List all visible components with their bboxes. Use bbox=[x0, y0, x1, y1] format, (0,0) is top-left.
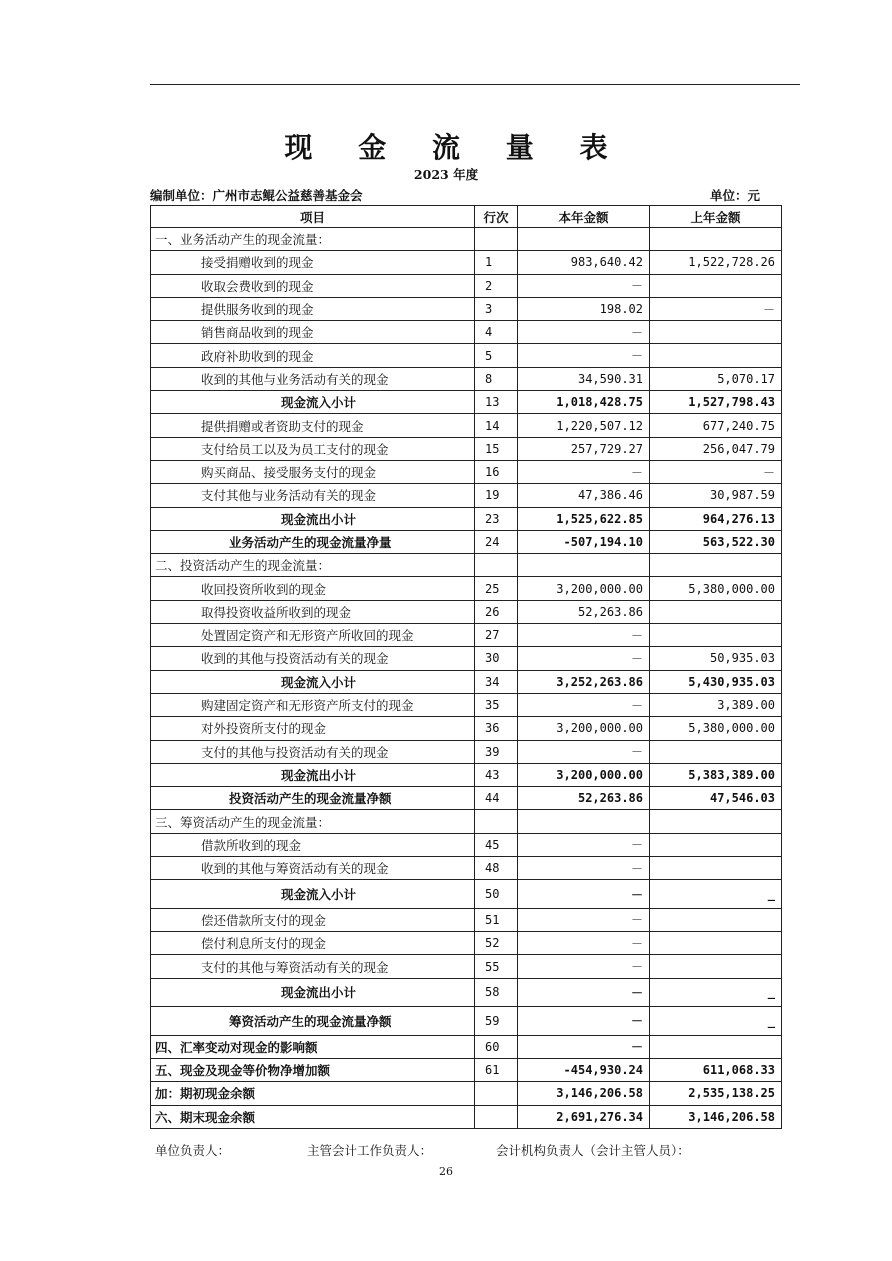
row-current-amount: 1,525,622.85 bbox=[518, 507, 650, 530]
table-row bbox=[151, 1007, 782, 1036]
footer-unit-head: 单位负责人： bbox=[155, 1143, 231, 1158]
table-row bbox=[151, 344, 782, 367]
row-prior-amount: 5,383,389.00 bbox=[650, 763, 782, 786]
row-line-no: 30 bbox=[475, 647, 518, 670]
row-prior-amount bbox=[650, 554, 782, 577]
row-current-amount: -454,930.24 bbox=[518, 1059, 650, 1082]
row-current-amount: － bbox=[518, 1007, 650, 1036]
row-line-no: 24 bbox=[475, 530, 518, 553]
table-row bbox=[151, 955, 782, 978]
row-label: 支付的其他与筹资活动有关的现金 bbox=[151, 955, 475, 978]
row-prior-amount: 3,146,206.58 bbox=[650, 1105, 782, 1128]
row-current-amount: － bbox=[518, 857, 650, 880]
table-row bbox=[151, 857, 782, 880]
row-current-amount: － bbox=[518, 1035, 650, 1058]
row-label: 销售商品收到的现金 bbox=[151, 321, 475, 344]
row-line-no: 14 bbox=[475, 414, 518, 437]
row-current-amount: － bbox=[518, 955, 650, 978]
row-label: 现金流出小计 bbox=[151, 763, 475, 786]
row-current-amount: － bbox=[518, 624, 650, 647]
row-prior-amount bbox=[650, 740, 782, 763]
row-label: 对外投资所支付的现金 bbox=[151, 717, 475, 740]
table-row bbox=[151, 484, 782, 507]
row-line-no: 5 bbox=[475, 344, 518, 367]
table-row bbox=[151, 810, 782, 833]
row-line-no: 51 bbox=[475, 908, 518, 931]
row-current-amount: － bbox=[518, 978, 650, 1007]
row-line-no: 39 bbox=[475, 740, 518, 763]
row-line-no: 15 bbox=[475, 437, 518, 460]
table-row bbox=[151, 600, 782, 623]
row-current-amount: 34,590.31 bbox=[518, 367, 650, 390]
row-line-no bbox=[475, 810, 518, 833]
table-row bbox=[151, 717, 782, 740]
row-current-amount: － bbox=[518, 932, 650, 955]
table-row bbox=[151, 228, 782, 251]
row-label: 收到的其他与业务活动有关的现金 bbox=[151, 367, 475, 390]
row-current-amount: 3,200,000.00 bbox=[518, 763, 650, 786]
row-line-no: 48 bbox=[475, 857, 518, 880]
table-row bbox=[151, 367, 782, 390]
row-prior-amount bbox=[650, 932, 782, 955]
table-row bbox=[151, 740, 782, 763]
page-title: 现 金 流 量 表 bbox=[284, 131, 626, 164]
row-line-no: 59 bbox=[475, 1007, 518, 1036]
table-body bbox=[151, 228, 782, 1129]
row-prior-amount: 30,987.59 bbox=[650, 484, 782, 507]
row-prior-amount: 563,522.30 bbox=[650, 530, 782, 553]
row-line-no: 58 bbox=[475, 978, 518, 1007]
row-current-amount: 198.02 bbox=[518, 297, 650, 320]
row-prior-amount: 3,389.00 bbox=[650, 693, 782, 716]
table-row bbox=[151, 530, 782, 553]
table-row bbox=[151, 693, 782, 716]
row-current-amount bbox=[518, 228, 650, 251]
row-label: 收到的其他与筹资活动有关的现金 bbox=[151, 857, 475, 880]
row-current-amount: 52,263.86 bbox=[518, 600, 650, 623]
row-current-amount: － bbox=[518, 833, 650, 856]
row-prior-amount: 1,522,728.26 bbox=[650, 251, 782, 274]
row-prior-amount: _ bbox=[650, 978, 782, 1007]
row-label: 接受捐赠收到的现金 bbox=[151, 251, 475, 274]
row-line-no: 1 bbox=[475, 251, 518, 274]
row-line-no: 52 bbox=[475, 932, 518, 955]
row-prior-amount: 677,240.75 bbox=[650, 414, 782, 437]
row-current-amount bbox=[518, 810, 650, 833]
row-line-no: 43 bbox=[475, 763, 518, 786]
row-prior-amount bbox=[650, 810, 782, 833]
row-current-amount: 52,263.86 bbox=[518, 787, 650, 810]
row-label: 偿还借款所支付的现金 bbox=[151, 908, 475, 931]
row-label: 收到的其他与投资活动有关的现金 bbox=[151, 647, 475, 670]
header-line-no: 行次 bbox=[475, 206, 518, 228]
row-line-no: 35 bbox=[475, 693, 518, 716]
row-label: 购买商品、接受服务支付的现金 bbox=[151, 460, 475, 483]
row-label: 支付的其他与投资活动有关的现金 bbox=[151, 740, 475, 763]
row-prior-amount bbox=[650, 857, 782, 880]
row-line-no: 16 bbox=[475, 460, 518, 483]
table-row bbox=[151, 460, 782, 483]
row-label: 三、筹资活动产生的现金流量： bbox=[151, 810, 475, 833]
row-current-amount: 47,386.46 bbox=[518, 484, 650, 507]
header-rule bbox=[150, 84, 800, 85]
row-line-no: 23 bbox=[475, 507, 518, 530]
row-current-amount: 3,252,263.86 bbox=[518, 670, 650, 693]
table-row bbox=[151, 624, 782, 647]
row-prior-amount bbox=[650, 344, 782, 367]
row-line-no: 26 bbox=[475, 600, 518, 623]
row-line-no: 25 bbox=[475, 577, 518, 600]
row-prior-amount: 1,527,798.43 bbox=[650, 391, 782, 414]
table-row bbox=[151, 1105, 782, 1128]
table-row bbox=[151, 321, 782, 344]
row-label: 提供服务收到的现金 bbox=[151, 297, 475, 320]
row-current-amount: 3,146,206.58 bbox=[518, 1082, 650, 1105]
row-prior-amount: 5,380,000.00 bbox=[650, 717, 782, 740]
row-label: 政府补助收到的现金 bbox=[151, 344, 475, 367]
row-line-no: 36 bbox=[475, 717, 518, 740]
report-year: 2023 年度 bbox=[413, 167, 479, 182]
row-label: 现金流入小计 bbox=[151, 391, 475, 414]
row-current-amount: － bbox=[518, 693, 650, 716]
table-row bbox=[151, 908, 782, 931]
row-prior-amount: 5,380,000.00 bbox=[650, 577, 782, 600]
row-label: 支付其他与业务活动有关的现金 bbox=[151, 484, 475, 507]
table-row bbox=[151, 1059, 782, 1082]
row-current-amount: 3,200,000.00 bbox=[518, 717, 650, 740]
row-current-amount: － bbox=[518, 321, 650, 344]
row-line-no bbox=[475, 228, 518, 251]
row-label: 现金流出小计 bbox=[151, 507, 475, 530]
row-line-no: 60 bbox=[475, 1035, 518, 1058]
table-row bbox=[151, 670, 782, 693]
table-row bbox=[151, 763, 782, 786]
row-prior-amount: 50,935.03 bbox=[650, 647, 782, 670]
row-current-amount: － bbox=[518, 344, 650, 367]
row-line-no: 4 bbox=[475, 321, 518, 344]
table-row bbox=[151, 833, 782, 856]
row-current-amount bbox=[518, 554, 650, 577]
row-line-no bbox=[475, 554, 518, 577]
row-line-no: 45 bbox=[475, 833, 518, 856]
row-label: 借款所收到的现金 bbox=[151, 833, 475, 856]
row-current-amount: 1,220,507.12 bbox=[518, 414, 650, 437]
currency-unit: 单位：元 bbox=[710, 188, 761, 203]
row-prior-amount bbox=[650, 274, 782, 297]
table-row bbox=[151, 1082, 782, 1105]
table-row bbox=[151, 437, 782, 460]
row-label: 购建固定资产和无形资产所支付的现金 bbox=[151, 693, 475, 716]
row-prior-amount bbox=[650, 228, 782, 251]
row-line-no: 55 bbox=[475, 955, 518, 978]
table-header-row bbox=[151, 206, 782, 228]
table-row bbox=[151, 932, 782, 955]
row-prior-amount: _ bbox=[650, 1007, 782, 1036]
row-label: 四、汇率变动对现金的影响额 bbox=[151, 1035, 475, 1058]
row-prior-amount bbox=[650, 908, 782, 931]
row-current-amount: 2,691,276.34 bbox=[518, 1105, 650, 1128]
cash-flow-table bbox=[150, 205, 782, 1129]
row-prior-amount bbox=[650, 321, 782, 344]
row-line-no: 61 bbox=[475, 1059, 518, 1082]
row-prior-amount bbox=[650, 1035, 782, 1058]
row-line-no bbox=[475, 1082, 518, 1105]
table-row bbox=[151, 787, 782, 810]
row-prior-amount: 47,546.03 bbox=[650, 787, 782, 810]
row-label: 五、现金及现金等价物净增加额 bbox=[151, 1059, 475, 1082]
row-label: 投资活动产生的现金流量净额 bbox=[151, 787, 475, 810]
table-row bbox=[151, 554, 782, 577]
row-current-amount: 983,640.42 bbox=[518, 251, 650, 274]
row-label: 偿付利息所支付的现金 bbox=[151, 932, 475, 955]
table-row bbox=[151, 391, 782, 414]
header-item: 项目 bbox=[151, 206, 475, 228]
row-prior-amount: 5,430,935.03 bbox=[650, 670, 782, 693]
row-label: 业务活动产生的现金流量净量 bbox=[151, 530, 475, 553]
row-label: 现金流出小计 bbox=[151, 978, 475, 1007]
row-line-no bbox=[475, 1105, 518, 1128]
row-line-no: 8 bbox=[475, 367, 518, 390]
row-prior-amount: 964,276.13 bbox=[650, 507, 782, 530]
row-line-no: 50 bbox=[475, 880, 518, 909]
table-row bbox=[151, 1035, 782, 1058]
row-label: 支付给员工以及为员工支付的现金 bbox=[151, 437, 475, 460]
row-current-amount: － bbox=[518, 647, 650, 670]
row-label: 一、业务活动产生的现金流量： bbox=[151, 228, 475, 251]
table-row bbox=[151, 577, 782, 600]
row-line-no: 27 bbox=[475, 624, 518, 647]
row-current-amount: -507,194.10 bbox=[518, 530, 650, 553]
row-line-no: 19 bbox=[475, 484, 518, 507]
footer-accounting-head: 主管会计工作负责人： bbox=[307, 1143, 433, 1158]
row-prior-amount: － bbox=[650, 460, 782, 483]
row-current-amount: 257,729.27 bbox=[518, 437, 650, 460]
row-prior-amount: 2,535,138.25 bbox=[650, 1082, 782, 1105]
row-label: 六、期末现金余额 bbox=[151, 1105, 475, 1128]
row-current-amount: － bbox=[518, 740, 650, 763]
row-prior-amount bbox=[650, 955, 782, 978]
row-prior-amount bbox=[650, 624, 782, 647]
table-row bbox=[151, 251, 782, 274]
preparing-organization: 编制单位：广州市志鲲公益慈善基金会 bbox=[150, 188, 363, 203]
row-label: 收取会费收到的现金 bbox=[151, 274, 475, 297]
table-row bbox=[151, 880, 782, 909]
row-current-amount: － bbox=[518, 880, 650, 909]
row-current-amount: 3,200,000.00 bbox=[518, 577, 650, 600]
row-current-amount: 1,018,428.75 bbox=[518, 391, 650, 414]
header-current-year: 本年金额 bbox=[518, 206, 650, 228]
table-row bbox=[151, 978, 782, 1007]
row-label: 现金流入小计 bbox=[151, 880, 475, 909]
row-prior-amount: 5,070.17 bbox=[650, 367, 782, 390]
row-label: 二、投资活动产生的现金流量： bbox=[151, 554, 475, 577]
row-label: 取得投资收益所收到的现金 bbox=[151, 600, 475, 623]
row-prior-amount: － bbox=[650, 297, 782, 320]
row-line-no: 3 bbox=[475, 297, 518, 320]
row-label: 筹资活动产生的现金流量净额 bbox=[151, 1007, 475, 1036]
row-label: 提供捐赠或者资助支付的现金 bbox=[151, 414, 475, 437]
row-prior-amount bbox=[650, 833, 782, 856]
table-row bbox=[151, 414, 782, 437]
row-prior-amount: 256,047.79 bbox=[650, 437, 782, 460]
row-line-no: 44 bbox=[475, 787, 518, 810]
row-label: 处置固定资产和无形资产所收回的现金 bbox=[151, 624, 475, 647]
row-current-amount: － bbox=[518, 274, 650, 297]
row-line-no: 2 bbox=[475, 274, 518, 297]
table-row bbox=[151, 507, 782, 530]
footer-agency-head: 会计机构负责人（会计主管人员）： bbox=[496, 1143, 690, 1158]
row-prior-amount bbox=[650, 600, 782, 623]
row-label: 现金流入小计 bbox=[151, 670, 475, 693]
table-row bbox=[151, 274, 782, 297]
row-current-amount: － bbox=[518, 460, 650, 483]
row-line-no: 13 bbox=[475, 391, 518, 414]
header-prior-year: 上年金额 bbox=[650, 206, 782, 228]
page-number: 26 bbox=[439, 1165, 453, 1178]
row-prior-amount: 611,068.33 bbox=[650, 1059, 782, 1082]
row-prior-amount: _ bbox=[650, 880, 782, 909]
row-label: 收回投资所收到的现金 bbox=[151, 577, 475, 600]
table-row bbox=[151, 647, 782, 670]
row-current-amount: － bbox=[518, 908, 650, 931]
row-label: 加：期初现金余额 bbox=[151, 1082, 475, 1105]
row-line-no: 34 bbox=[475, 670, 518, 693]
table-row bbox=[151, 297, 782, 320]
